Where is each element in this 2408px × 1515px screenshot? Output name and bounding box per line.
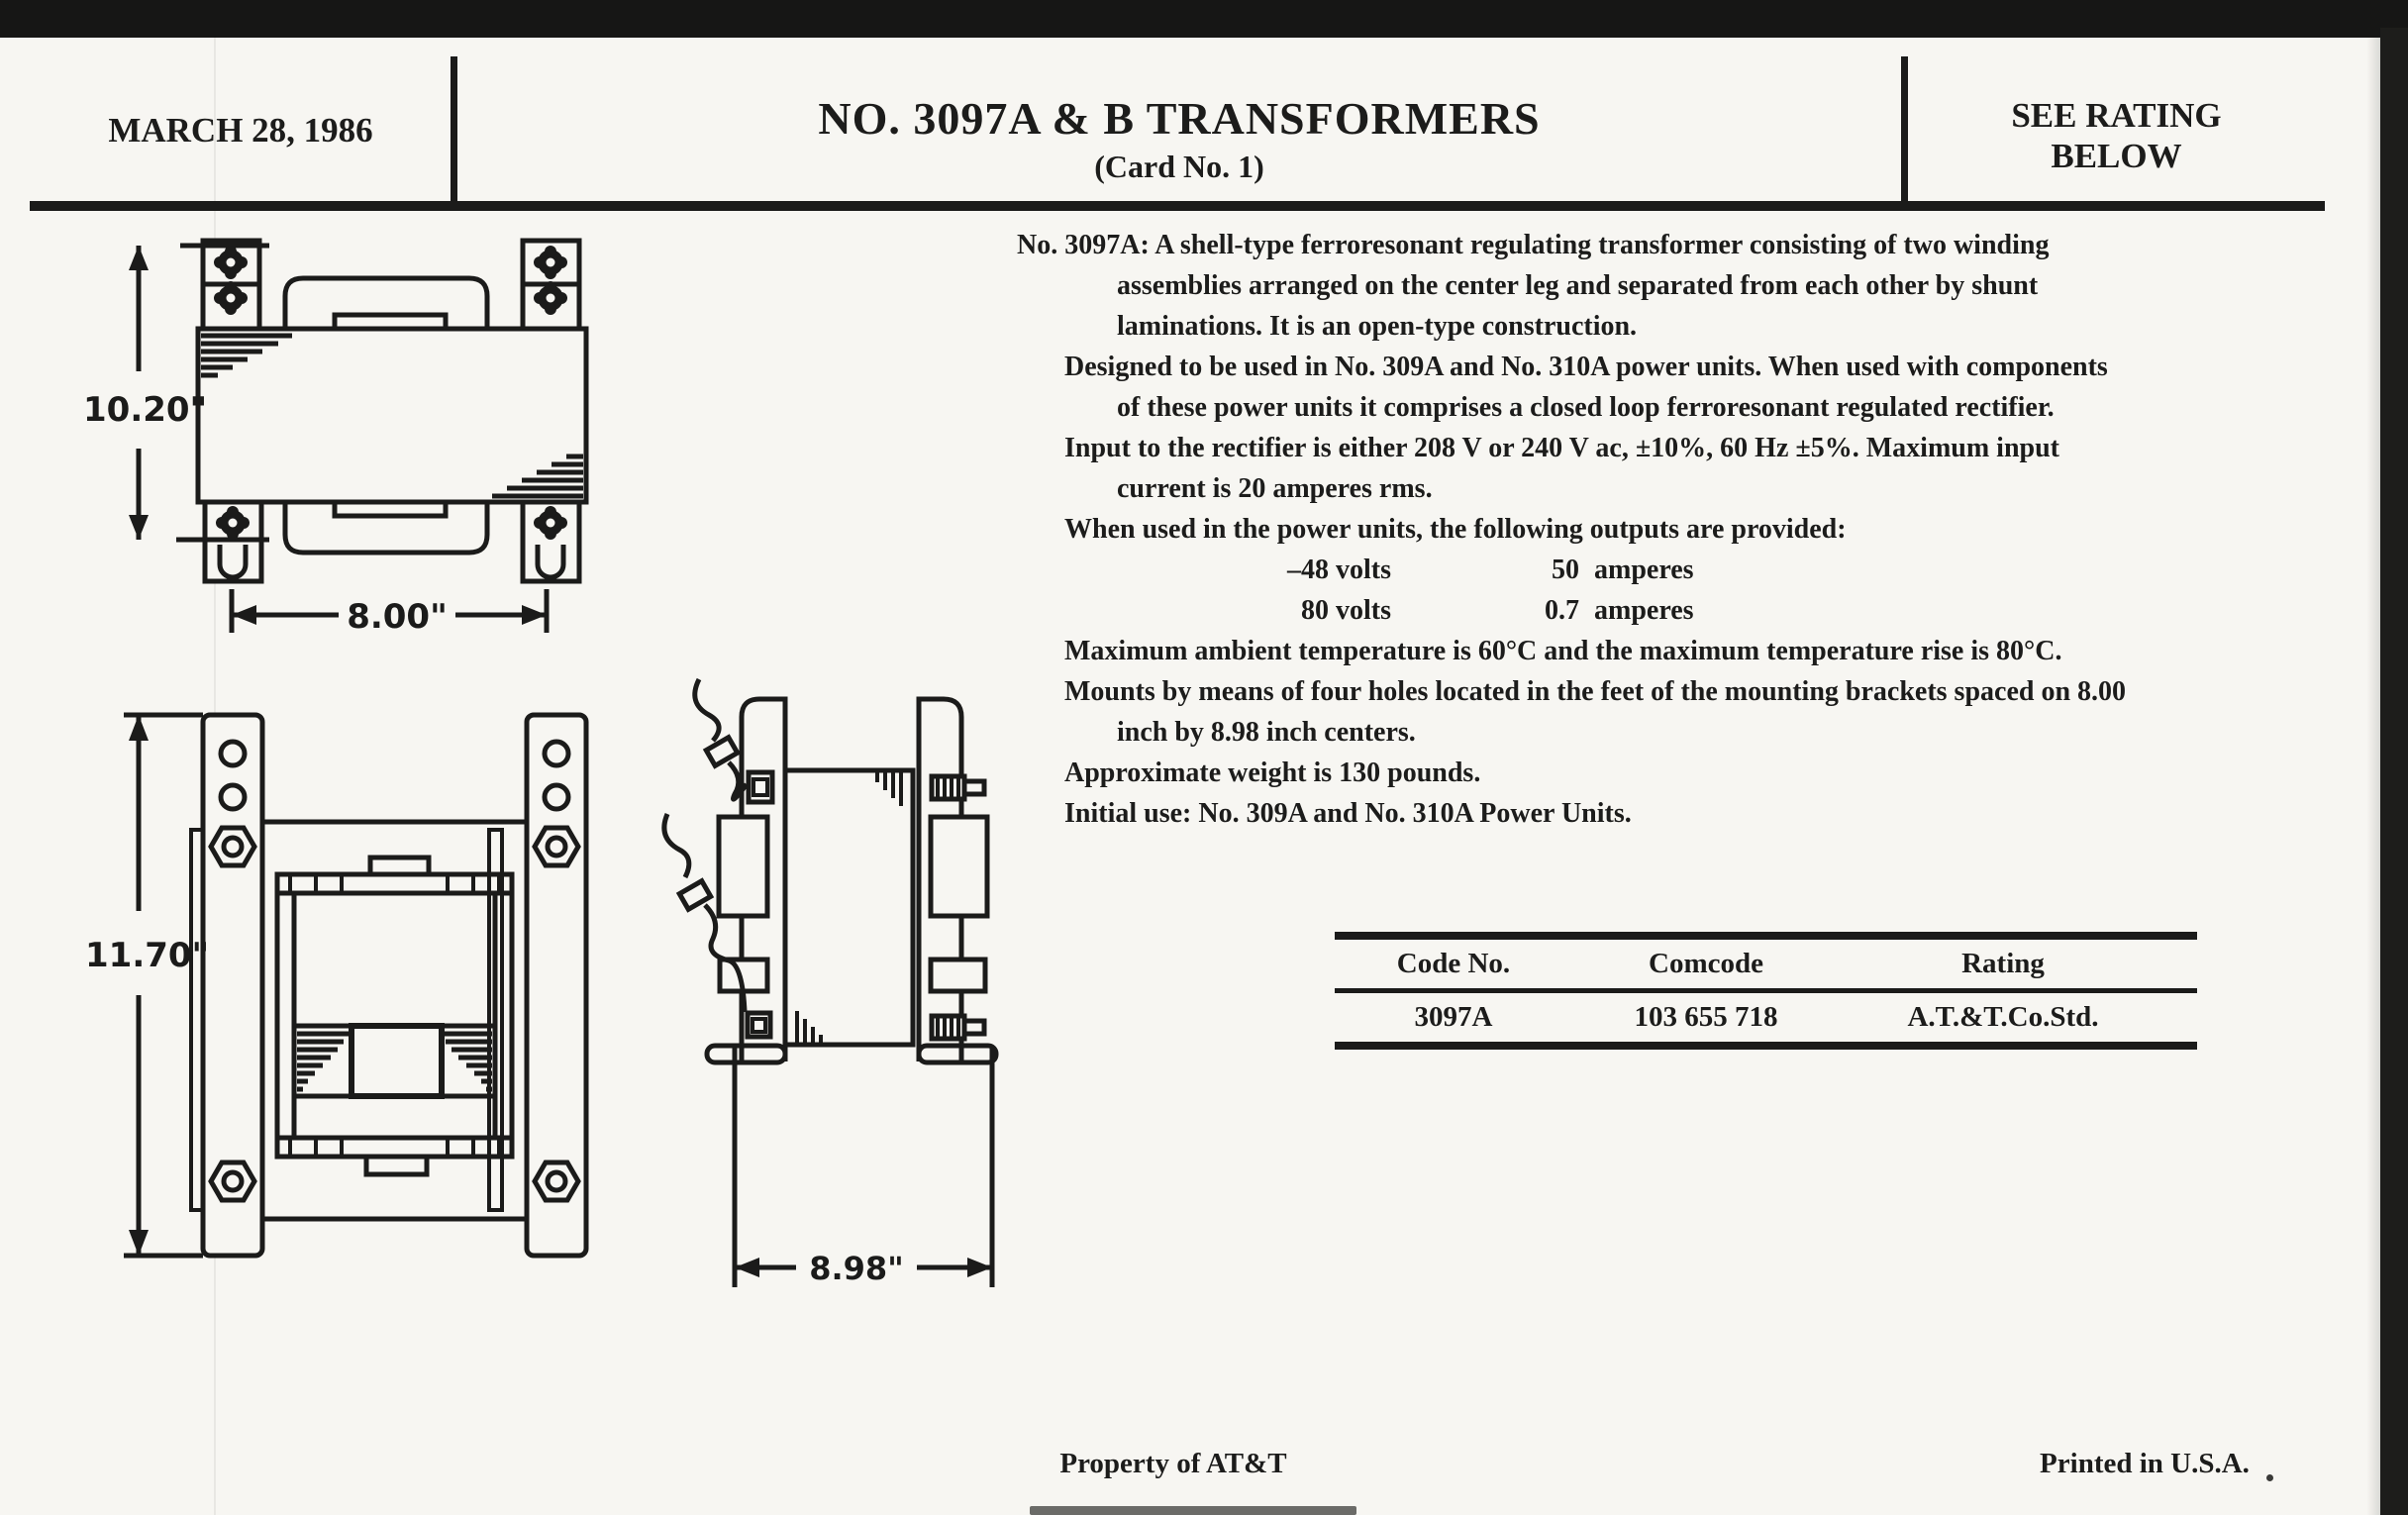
core-tab-bottom <box>366 1157 427 1174</box>
page-subtitle: (Card No. 1) <box>1094 149 1264 184</box>
core-frame <box>277 874 512 1157</box>
table-cell-comcode: 103 655 718 <box>1634 1001 1778 1033</box>
dim-label-height: 11.70" <box>85 936 210 975</box>
dim-label-height: 10.20" <box>83 390 208 430</box>
output-row <box>1017 590 2324 631</box>
description-line: inch by 8.98 inch centers. <box>1117 717 1416 748</box>
header-divider-right <box>1901 56 1908 206</box>
description-line: Input to the rectifier is either 208 V or 240 V ac, ±10%, 60 Hz ±5%. Maximum input <box>1064 433 2060 463</box>
core-body <box>198 329 586 502</box>
wire-lead-top <box>695 679 747 799</box>
table-header-comcode: Comcode <box>1649 948 1763 979</box>
coil-end-right-lower <box>931 960 985 991</box>
description-line: Initial use: No. 309A and No. 310A Power Units. <box>1064 798 1632 829</box>
output-amps: 50 <box>1552 555 1579 585</box>
description-line: Mounts by means of four holes located in the feet of the mounting brackets spaced on 8.00 <box>1064 676 2127 707</box>
header-rule <box>30 201 2325 211</box>
shunt-hatch-left <box>297 1034 349 1089</box>
footer-property-note: Property of AT&T <box>1059 1448 1287 1479</box>
bracket-foot-left <box>707 1046 785 1062</box>
coil-outline-bottom <box>285 502 487 553</box>
transformer-side-view-drawing <box>634 654 1109 1317</box>
core-body <box>785 770 913 1045</box>
output-amps: 0.7 <box>1545 595 1579 626</box>
rating-note-line1: SEE RATING <box>2011 96 2222 135</box>
rating-note <box>1908 95 2325 176</box>
description-line: assemblies arranged on the center leg and separated from each other by shunt <box>1117 270 2039 301</box>
issue-date: MARCH 28, 1986 <box>108 111 373 150</box>
table-header-rating: Rating <box>1961 948 2045 979</box>
description-line: Maximum ambient temperature is 60°C and the maximum temperature rise is 80°C. <box>1064 636 2062 666</box>
output-unit: amperes <box>1594 595 1694 626</box>
description-line: laminations. It is an open-type construction. <box>1117 311 1638 342</box>
transformer-top-view-drawing <box>59 223 634 639</box>
ink-dot <box>2266 1474 2273 1481</box>
description-line: When used in the power units, the following outputs are provided: <box>1064 514 1847 545</box>
table-cell-code: 3097A <box>1414 1001 1493 1033</box>
shunt-hatch-right <box>441 1034 492 1089</box>
core-tab-top <box>370 858 429 874</box>
lamination-ticks-bottom <box>290 1139 499 1156</box>
table-cell-rating: A.T.&T.Co.Std. <box>1907 1001 2099 1033</box>
dim-label-width: 8.98" <box>809 1250 904 1287</box>
scan-top-edge <box>0 0 2408 38</box>
bracket-foot-right <box>919 1046 996 1062</box>
scan-bottom-smudge <box>1030 1506 1356 1515</box>
threaded-stud-bottom <box>932 1016 984 1039</box>
coil-outline-top <box>285 278 487 329</box>
page-title: NO. 3097A & B TRANSFORMERS <box>818 93 1541 144</box>
winding-window <box>294 893 495 1138</box>
description-line: Designed to be used in No. 309A and No. 310A power units. When used with components <box>1064 352 2108 382</box>
output-volts: 80 volts <box>1301 595 1391 626</box>
header-title-block <box>457 93 1901 186</box>
dim-label-width: 8.00" <box>347 597 448 637</box>
description-block <box>1017 225 2324 834</box>
coil-end-right-upper <box>931 817 987 916</box>
threaded-stud-top <box>932 776 984 799</box>
table-row <box>1335 993 2197 1042</box>
description-line: current is 20 amperes rms. <box>1117 473 1433 504</box>
table-header-row <box>1335 940 2197 988</box>
table-rule-bottom <box>1335 1042 2197 1050</box>
output-row <box>1017 550 2324 590</box>
scan-right-edge <box>2380 28 2408 1515</box>
footer-printed-note: Printed in U.S.A. <box>2040 1448 2250 1479</box>
description-line: of these power units it comprises a closed loop ferroresonant regulated rectifier. <box>1117 392 2055 423</box>
paper-edge-shadow <box>2366 38 2380 1515</box>
header-divider-left <box>451 56 457 206</box>
rating-note-line2: BELOW <box>2051 137 2182 175</box>
output-unit: amperes <box>1594 555 1694 585</box>
rating-table <box>1335 932 2197 1050</box>
table-rule-top <box>1335 932 2197 940</box>
lamination-ticks-top <box>290 875 499 892</box>
output-volts: –48 volts <box>1287 555 1391 585</box>
coil-end-left-upper <box>719 817 767 916</box>
description-line: Approximate weight is 130 pounds. <box>1064 758 1481 788</box>
description-line: No. 3097A: A shell-type ferroresonant regulating transformer consisting of two winding <box>1017 230 2050 260</box>
transformer-front-view-drawing <box>59 683 634 1277</box>
table-header-code: Code No. <box>1396 948 1511 979</box>
center-leg-block <box>351 1026 442 1096</box>
